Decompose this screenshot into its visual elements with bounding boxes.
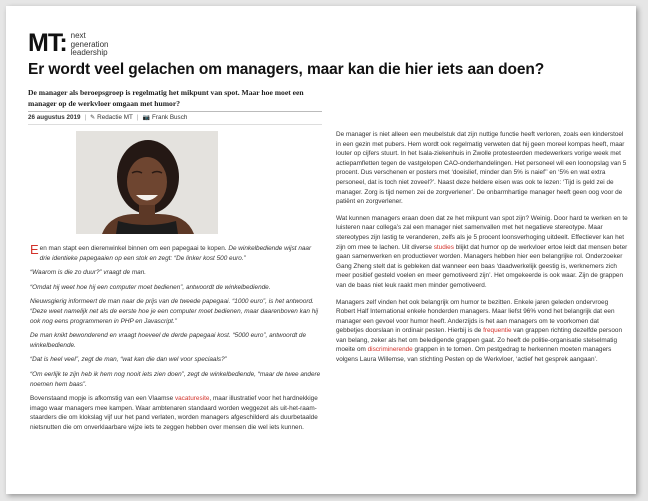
paragraph-text: De winkelbediende wijst naar drie identieke papegaaien op een stok en zegt: “De linker kost 500 euro.” [39,245,312,262]
link-vacaturesite[interactable]: vacaturesite [174,395,210,403]
paragraph-text: Managers zelf vinden het ook belangrijk om humor te bezitten. Enkele jaren geleden ondervroeg Robert Half International enkele honderden managers. Maar liefst 96% vond het belangrijk dat een manager een gevoel voor humor heeft. Anderzijds is het aan managers om te voorkomen dat gebbetjes doorslaan in ordinair pesten. Hierbij is de [336,298,615,335]
article-body-right [336,130,628,372]
paragraph-lead: en man stapt een dierenwinkel binnen om een papegaai te kopen. [39,245,227,252]
article-title: Er wordt veel gelachen om managers, maar kan die hier iets aan doen? [28,61,545,78]
article-body-left [30,244,322,438]
logo-tagline [71,32,109,58]
paragraph: “Omdat hij weet hoe hij een computer moet bedienen”, antwoordt de winkelbediende. [30,283,271,291]
camera-icon: 📷 [142,115,150,121]
logo-line-2: generation [70,39,109,49]
paragraph-text: Wat kunnen managers eraan doen dat ze het mikpunt van spot zijn? Weinig. Door hard te werken en te luisteren naar collega’s zal een manager niet samenvallen met het negatieve stereotype. Maar stereotypes zijn lastig te veranderen, zelfs als je 5 procent loonsverhoging uitdeelt. Effectiever kan het zijn om mee te lachen. Uit diverse [336,214,628,251]
paragraph: De manager is niet alleen een meubelstuk dat zijn nuttige functie heeft verloren, zoals een kinderstoel in een gezin met pubers. Hem wordt ook regelmatig verweten dat hij geen moreel kompas heeft, maar louter op cijfers stuurt. In het Isala-ziekenhuis in Zwolle protesteerden medewerkers vorige week met actiepamfletten tegen de vastgelopen CAO-onderhandelingen. Het personeel wil een loonopslag van 5 procent. Dus verschenen er posters met ‘doeislief, minder dan 5% is naief’’ en ‘5% en wat extra personeel, dat is toch niet zoveel?’. Naast deze heldere eisen was ook te lezen: ‘Tijd is geld zei de manager. Zorg is tijd nemen zei de zorgverlener’. De onbarmhartige manager heeft geen oog voor de patiënt en zorgverlener. [336,131,627,206]
article-intro: De manager als beroepsgroep is regelmatig het mikpunt van spot. Maar hoe moet een manager op de werkvloer omgaan met humor? [28,88,304,108]
paragraph [30,394,322,432]
logo-line-3: leadership [70,48,108,57]
article-meta [28,114,187,121]
paragraph [30,244,322,263]
paragraph [336,298,628,365]
paragraph-text: grappen in te tomen. Om pestgedrag te herkennen moeten managers volgens Laura Willemse, van stichting Pesten op de Werkvloer, ‘actief het gesprek aangaan’. [336,346,612,364]
author-editorial[interactable]: Redactie MT [97,114,133,121]
paragraph-text: , maar illustratief voor het hardnekkige imago waar managers mee kampen. Waar ambtenaren standaard worden weggezet als uit-het-raam-staarders die om klokslag vijf uur het pand verlaten, worden managers afgeschilderd als duurbetaalde nietsnutten die om onverklaarbare wijze iets te zeggen hebben over mensen die wel iets kunnen. [30,395,318,431]
link-discriminerende[interactable]: discriminerende [367,346,413,354]
article-date: 26 augustus 2019 [28,114,81,121]
drop-cap: E [30,242,39,257]
paragraph: Nieuwsgierig informeert de man naar de prijs van de tweede papegaai. “1000 euro”, is het antwoord. “Deze weet namelijk net als de eerste hoe je een computer moet bedienen, maar daarenboven kan hij ook nog eens programmeren in PHP en Javascript.” [30,298,319,325]
page-sheet [6,6,636,494]
divider-top [28,111,322,112]
paragraph-text: van grappen richting dezelfde persoon van belang, zeker als het om beledigende grappen gaat. Zo heeft de politie-organisatie stelselmatig moeite om [336,327,623,354]
site-logo[interactable] [28,29,109,58]
paragraph: “Om eerlijk te zijn heb ik hem nog nooit iets zien doen”, zegt de winkelbediende, “maar de twee andere noemen hem baas”. [30,370,321,388]
divider-meta [28,124,322,125]
pencil-icon: ✎ [90,115,96,121]
logo-mark: MT: [28,29,67,57]
meta-separator: | [84,114,87,121]
link-frequentie[interactable]: frequentie [483,327,512,335]
laughing-woman-illustration [76,131,218,234]
paragraph [336,214,628,291]
article-photo [76,131,218,234]
link-studies[interactable]: studies [433,243,454,251]
paragraph-text: blijkt dat humor op de werkvloer ertoe leidt dat mensen beter gaan samenwerken en productiever worden. Managers hebben hier een belangrijke rol. Onderzoeker Gang Zheng stelt dat is gebleken dat wanneer een baas ‘daadwerkelijk geestig is, werknemers zich meer positief gesteld voelen en meer gemotiveerd zijn’. Het omgekeerde is ook waar. Zijn de grappen van de baas niet leuk raakt men minder gemotiveerd. [336,243,628,289]
paragraph: “Waarom is die zo duur?” vraagt de man. [30,269,147,277]
paragraph-text: Bovenstaand mopje is afkomstig van een Vlaamse [30,395,175,403]
author-photographer[interactable]: Frank Busch [152,114,188,121]
logo-line-1: next [70,31,86,40]
meta-separator: | [136,114,139,121]
paragraph: “Dat is heel veel”, zegt de man, “wat kan die dan wel voor speciaals?” [30,356,227,364]
paragraph: De man knikt bewonderend en vraagt hoeveel de derde papegaai kost. “5000 euro”, antwoordt de winkelbediende. [30,332,307,349]
